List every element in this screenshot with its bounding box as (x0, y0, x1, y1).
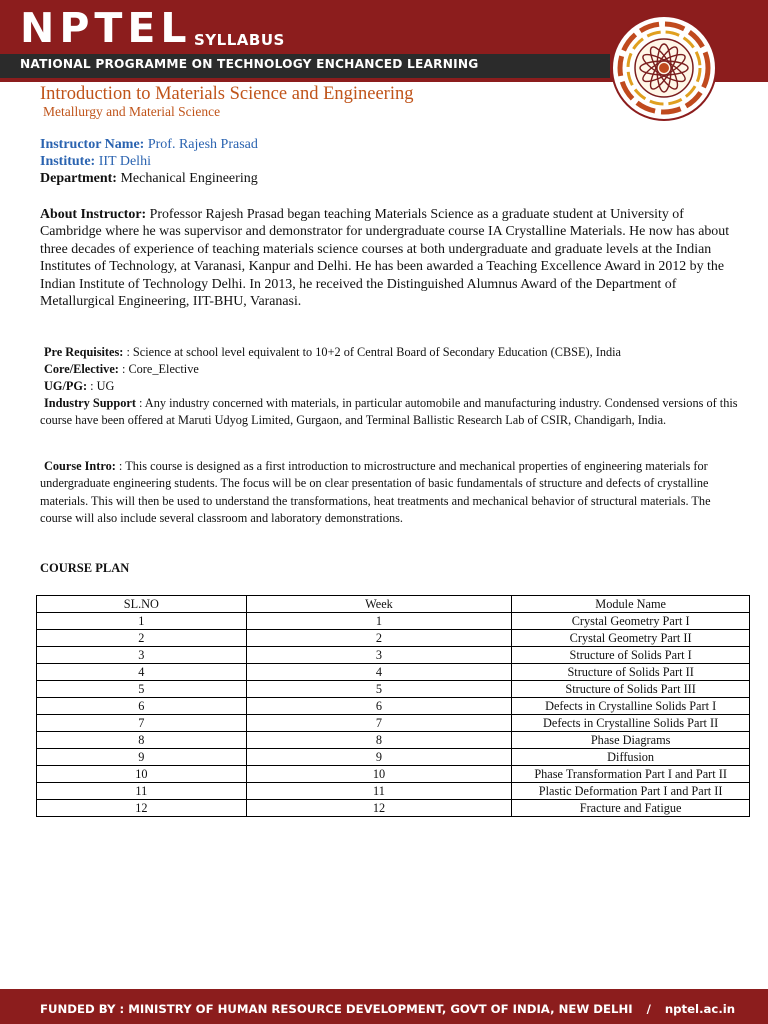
cell-module: Structure of Solids Part II (512, 664, 750, 681)
cell-week: 12 (246, 800, 512, 817)
cell-week: 8 (246, 732, 512, 749)
department-line (40, 171, 258, 187)
course-plan-heading: COURSE PLAN (40, 561, 130, 575)
course-title: Introduction to Materials Science and Engineering (40, 84, 414, 104)
table-row (37, 681, 750, 698)
industry-label: Industry Support (44, 396, 136, 410)
table-row (37, 783, 750, 800)
cell-week: 7 (246, 715, 512, 732)
intro-label: Course Intro: (44, 459, 116, 473)
cell-week: 4 (246, 664, 512, 681)
cell-slno: 2 (37, 630, 247, 647)
industry-support (40, 395, 740, 430)
cell-module: Plastic Deformation Part I and Part II (512, 783, 750, 800)
cell-slno: 8 (37, 732, 247, 749)
cell-module: Fracture and Fatigue (512, 800, 750, 817)
cell-slno: 5 (37, 681, 247, 698)
cell-week: 11 (246, 783, 512, 800)
cell-module: Phase Transformation Part I and Part II (512, 766, 750, 783)
column-header-module: Module Name (512, 596, 750, 613)
ugpg-text: : UG (90, 379, 115, 393)
program-name: NATIONAL PROGRAMME ON TECHNOLOGY ENCHANCED LEARNING (20, 57, 479, 71)
cell-week: 5 (246, 681, 512, 698)
cell-module: Structure of Solids Part III (512, 681, 750, 698)
cell-week: 1 (246, 613, 512, 630)
column-header-slno: SL.NO (37, 596, 247, 613)
footer-separator: / (646, 1002, 651, 1016)
footer-site-link[interactable]: nptel.ac.in (664, 1002, 736, 1016)
cell-slno: 7 (37, 715, 247, 732)
column-header-week: Week (246, 596, 512, 613)
nptel-logo-icon (610, 14, 718, 122)
ugpg-label: UG/PG: (44, 379, 88, 393)
footer-funded: FUNDED BY : MINISTRY OF HUMAN RESOURCE DEVELOPMENT, GOVT OF INDIA, NEW DELHI (40, 1002, 633, 1016)
cell-week: 2 (246, 630, 512, 647)
brand-name: NPTEL (20, 4, 192, 52)
table-row (37, 630, 750, 647)
cell-slno: 6 (37, 698, 247, 715)
table-row (37, 664, 750, 681)
prereq-label: Pre Requisites: (44, 345, 124, 359)
cell-module: Structure of Solids Part I (512, 647, 750, 664)
course-plan-table (36, 595, 750, 817)
cell-slno: 11 (37, 783, 247, 800)
cell-slno: 9 (37, 749, 247, 766)
table-row (37, 613, 750, 630)
instructor-label: Instructor Name: (40, 137, 145, 152)
table-row (37, 800, 750, 817)
table-row (37, 715, 750, 732)
course-subtitle: Metallurgy and Material Science (43, 104, 221, 119)
table-header-row (37, 596, 750, 613)
about-instructor (40, 206, 740, 310)
ugpg-line (44, 378, 114, 395)
cell-module: Defects in Crystalline Solids Part I (512, 698, 750, 715)
core-label: Core/Elective: (44, 362, 119, 376)
about-text: Professor Rajesh Prasad began teaching Materials Science as a graduate student at University of Cambridge where he was supervisor and demonstrator for undergraduate course IA Crystalline Materials. He now has about three decades of experience of teaching materials science courses at both undergraduate and graduate levels at the Indian Institutes of Technology, at Varanasi, Kanpur and Delhi. He has been awarded a Teaching Excellence Award in 2012 by the Indian Institute of Technology Delhi. In 2013, he received the Distinguished Alumnus Award of the Department of Metallurgical Engineering, IIT-BHU, Varanasi. (40, 207, 730, 310)
brand-tag: SYLLABUS (194, 31, 285, 49)
cell-week: 10 (246, 766, 512, 783)
core-line (44, 361, 199, 378)
table-row (37, 749, 750, 766)
table-row (37, 647, 750, 664)
about-label: About Instructor: (40, 207, 147, 222)
cell-week: 9 (246, 749, 512, 766)
cell-week: 3 (246, 647, 512, 664)
cell-slno: 12 (37, 800, 247, 817)
department-label: Department: (40, 171, 117, 186)
course-intro (40, 458, 740, 527)
cell-module: Crystal Geometry Part I (512, 613, 750, 630)
table-row (37, 766, 750, 783)
core-text: : Core_Elective (121, 362, 199, 376)
institute-name: IIT Delhi (98, 154, 151, 169)
industry-text: : Any industry concerned with materials, in particular automobile and manufacturing industry. Condensed versions of this course have been offered at Maruti Udyog Limited, Gurgaon, and Terminal Ballistic Research Lab of CSIR, Chandigarh, India. (40, 396, 738, 428)
table-row (37, 698, 750, 715)
department-name: Mechanical Engineering (120, 171, 258, 186)
cell-module: Defects in Crystalline Solids Part II (512, 715, 750, 732)
institute-label: Institute: (40, 154, 96, 169)
instructor-name: Prof. Rajesh Prasad (147, 137, 258, 152)
cell-module: Diffusion (512, 749, 750, 766)
intro-text: : This course is designed as a first introduction to microstructure and mechanical properties of engineering materials for undergraduate engineering students. The focus will be on clear presentation of basic fundamentals of structure and defects of crystalline materials. This will then be used to understand the transformations, heat treatments and mechanical behavior of structural materials. The course will also include several classroom and laboratory demonstrations. (40, 459, 711, 525)
table-row (37, 732, 750, 749)
cell-module: Crystal Geometry Part II (512, 630, 750, 647)
cell-week: 6 (246, 698, 512, 715)
cell-slno: 4 (37, 664, 247, 681)
institute-line (40, 154, 151, 170)
prereq-text: : Science at school level equivalent to 10+2 of Central Board of Secondary Education (CBSE), India (126, 345, 622, 359)
cell-slno: 3 (37, 647, 247, 664)
cell-slno: 10 (37, 766, 247, 783)
cell-module: Phase Diagrams (512, 732, 750, 749)
cell-slno: 1 (37, 613, 247, 630)
instructor-line (40, 137, 258, 153)
footer-text (40, 1002, 735, 1016)
prereq-line (44, 344, 621, 361)
